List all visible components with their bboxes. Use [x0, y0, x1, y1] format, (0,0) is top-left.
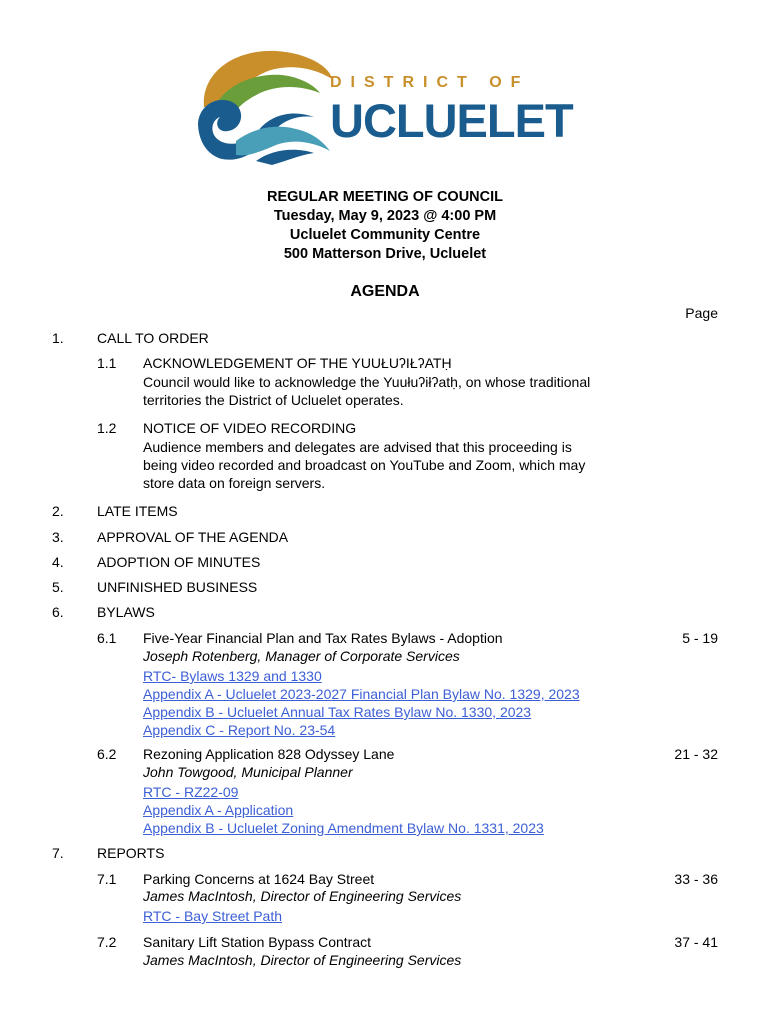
section-title: ADOPTION OF MINUTES [97, 554, 261, 570]
meeting-date: Tuesday, May 9, 2023 @ 4:00 PM [273, 208, 497, 224]
attachment-link[interactable]: RTC - Bay Street Path [143, 908, 283, 924]
section-number: 2. [52, 503, 64, 519]
item-presenter: James MacIntosh, Director of Engineering Services [143, 888, 462, 904]
item-pages: 37 - 41 [674, 934, 718, 950]
section-title: BYLAWS [97, 604, 155, 620]
attachment-link[interactable]: RTC - RZ22-09 [143, 784, 239, 800]
item-number: 6.1 [97, 630, 117, 646]
section-title: UNFINISHED BUSINESS [97, 579, 258, 595]
section-title: CALL TO ORDER [97, 330, 209, 346]
meeting-title: REGULAR MEETING OF COUNCIL [266, 189, 504, 205]
item-body: store data on foreign servers. [143, 475, 326, 491]
section-number: 3. [52, 529, 64, 545]
section-title: REPORTS [97, 845, 165, 861]
item-presenter: Joseph Rotenberg, Manager of Corporate Services [143, 648, 460, 664]
logo-main-text: UCLUELET [330, 94, 573, 147]
item-body: being video recorded and broadcast on YouTube and Zoom, which may [143, 457, 586, 473]
section-number: 7. [52, 845, 64, 861]
item-number: 6.2 [97, 746, 117, 762]
item-pages: 5 - 19 [682, 630, 718, 646]
item-number: 7.1 [97, 871, 117, 887]
item-title: Sanitary Lift Station Bypass Contract [143, 934, 371, 950]
attachment-link[interactable]: Appendix C - Report No. 23-54 [143, 722, 336, 738]
section-number: 4. [52, 554, 64, 570]
attachment-link[interactable]: Appendix A - Ucluelet 2023-2027 Financial Plan Bylaw No. 1329, 2023 [143, 686, 580, 702]
page-column-label: Page [685, 305, 718, 321]
attachment-link[interactable]: Appendix B - Ucluelet Annual Tax Rates Bylaw No. 1330, 2023 [143, 704, 532, 720]
item-presenter: John Towgood, Municipal Planner [143, 764, 353, 780]
section-number: 5. [52, 579, 64, 595]
item-pages: 21 - 32 [674, 746, 718, 762]
section-title: APPROVAL OF THE AGENDA [97, 529, 289, 545]
meeting-venue: Ucluelet Community Centre [289, 227, 481, 243]
item-title: Five-Year Financial Plan and Tax Rates Bylaws - Adoption [143, 630, 503, 646]
section-number: 1. [52, 330, 64, 346]
item-number: 7.2 [97, 934, 117, 950]
item-title: Parking Concerns at 1624 Bay Street [143, 871, 375, 887]
item-title: Rezoning Application 828 Odyssey Lane [143, 746, 395, 762]
meeting-address: 500 Matterson Drive, Ucluelet [283, 246, 487, 262]
logo-emblem-icon [196, 45, 336, 167]
meeting-header [0, 188, 770, 264]
attachment-link[interactable]: RTC- Bylaws 1329 and 1330 [143, 668, 322, 684]
item-body: Council would like to acknowledge the Yuułuʔiłʔatḥ, on whose traditional [143, 374, 591, 390]
section-number: 6. [52, 604, 64, 620]
item-body: Audience members and delegates are advised that this proceeding is [143, 439, 572, 455]
logo-top-text: DISTRICT OF [330, 74, 530, 91]
item-title: ACKNOWLEDGEMENT OF THE YUUŁUʔIŁʔATḤ [143, 355, 452, 371]
section-title: LATE ITEMS [97, 503, 178, 519]
item-body: territories the District of Ucluelet operates. [143, 392, 404, 408]
agenda-title: AGENDA [350, 283, 420, 300]
item-presenter: James MacIntosh, Director of Engineering Services [143, 952, 462, 968]
attachment-link[interactable]: Appendix A - Application [143, 802, 294, 818]
attachment-link[interactable]: Appendix B - Ucluelet Zoning Amendment Bylaw No. 1331, 2023 [143, 820, 544, 836]
item-number: 1.1 [97, 355, 117, 371]
item-title: NOTICE OF VIDEO RECORDING [143, 420, 357, 436]
item-number: 1.2 [97, 420, 117, 436]
item-pages: 33 - 36 [674, 871, 718, 887]
